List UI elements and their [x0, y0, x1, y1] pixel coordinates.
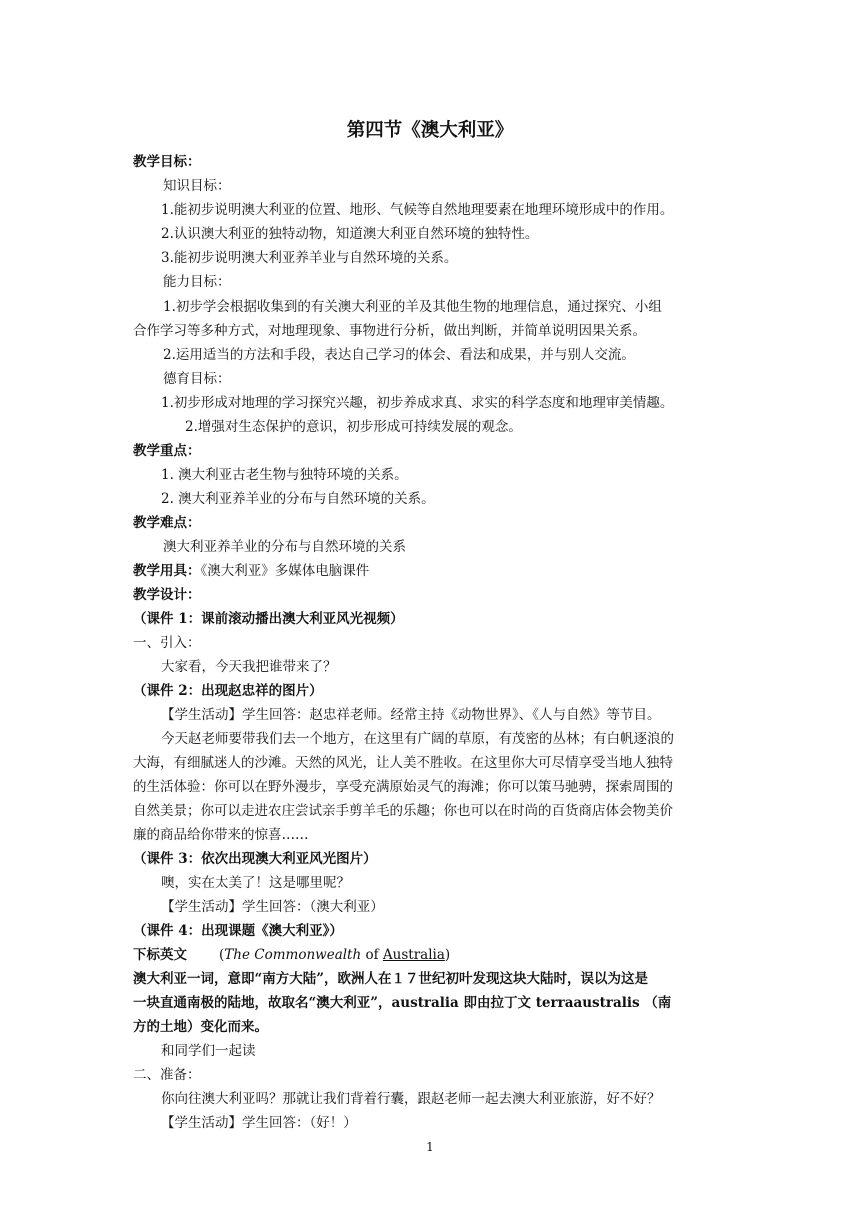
english-commonwealth: Commonwealth	[254, 947, 362, 963]
paragraph-line: 1.初步学会根据收集到的有关澳大利亚的羊及其他生物的地理信息，通过探究、小组	[163, 299, 662, 315]
paragraph-line: 大家看，今天我把谁带来了？	[161, 659, 337, 675]
courseware-note: （课件 3：依次出现澳大利亚风光图片）	[133, 851, 377, 867]
paragraph-line: 2.运用适当的方法和手段，表达自己学习的体会、看法和成果，并与别人交流。	[163, 347, 635, 363]
english-subtitle-label: 下标英文	[133, 947, 187, 963]
page-title: 第四节《澳大利亚》	[346, 120, 514, 141]
teaching-tools-label: 教学用具：	[133, 563, 201, 579]
paragraph-line: 1.能初步说明澳大利亚的位置、地形、气候等自然地理要素在地理环境形成中的作用。	[161, 202, 674, 218]
step-heading: 二、准备：	[133, 1067, 201, 1083]
section-heading-design: 教学设计：	[133, 587, 201, 603]
subheading-knowledge: 知识目标：	[163, 178, 231, 194]
subheading-moral: 德育目标：	[163, 371, 231, 387]
english-close-paren: )	[444, 947, 451, 963]
list-item: 2. 澳大利亚养羊业的分布与自然环境的关系。	[161, 491, 435, 507]
courseware-note: （课件 2：出现赵忠祥的图片）	[133, 683, 323, 699]
section-heading-objectives: 教学目标：	[133, 154, 201, 170]
paragraph-line: 澳大利亚养羊业的分布与自然环境的关系	[163, 539, 406, 555]
list-item: 1. 澳大利亚古老生物与独特环境的关系。	[161, 467, 408, 483]
paragraph-line: 方的土地）变化而来。	[133, 1019, 268, 1035]
courseware-note: （课件 4：出现课题《澳大利亚》）	[133, 923, 343, 939]
english-open-paren: (	[219, 947, 225, 963]
paragraph-line: 2.增强对生态保护的意识，初步形成可持续发展的观念。	[185, 419, 522, 435]
paragraph-line: 你向往澳大利亚吗？那就让我们背着行囊，跟赵老师一起去澳大利亚旅游，好不好？	[161, 1091, 661, 1107]
paragraph-line: 【学生活动】学生回答：（澳大利亚）	[161, 899, 384, 915]
courseware-note: （课件 1：课前滚动播出澳大利亚风光视频）	[133, 611, 404, 627]
english-australia: Australia	[382, 947, 445, 963]
section-heading-difficulties: 教学难点：	[133, 515, 201, 531]
paragraph-line: 今天赵老师要带我们去一个地方，在这里有广阔的草原，有茂密的丛林；有白帆逐浪的	[161, 731, 674, 747]
step-heading: 一、引入：	[133, 635, 201, 651]
paragraph-line: 【学生活动】学生回答：赵忠祥老师。经常主持《动物世界》、《人与自然》等节目。	[161, 707, 661, 723]
paragraph-line: 合作学习等多种方式，对地理现象、事物进行分析，做出判断，并简单说明因果关系。	[133, 323, 646, 339]
paragraph-line: 廉的商品给你带来的惊喜……	[133, 827, 309, 843]
paragraph-line: 自然美景；你可以走进农庄尝试亲手剪羊毛的乐趣；你也可以在时尚的百货商店体会物美价	[133, 803, 673, 819]
teaching-tools-line	[133, 561, 369, 581]
subheading-ability: 能力目标：	[163, 274, 231, 290]
paragraph-line: 和同学们一起读	[161, 1043, 256, 1059]
teaching-tools-text: 《澳大利亚》多媒体电脑课件	[200, 563, 370, 579]
english-the: The	[224, 947, 255, 963]
paragraph-line: 噢，实在太美了！这是哪里呢？	[161, 875, 350, 891]
english-of: of	[361, 947, 383, 963]
section-heading-key-points: 教学重点：	[133, 443, 201, 459]
paragraph-line: 3.能初步说明澳大利亚养羊业与自然环境的关系。	[161, 250, 458, 266]
paragraph-line: 2.认识澳大利亚的独特动物，知道澳大利亚自然环境的独特性。	[161, 226, 539, 242]
paragraph-line: 大海，有细腻迷人的沙滩。天然的风光，让人美不胜收。在这里你大可尽情享受当地人独特	[133, 755, 673, 771]
page-number: 1	[426, 1140, 434, 1154]
paragraph-line: 澳大利亚一词，意即“南方大陆”，欧洲人在１７世纪初叶发现这块大陆时，误以为这是	[133, 971, 649, 987]
english-subtitle-line	[133, 945, 450, 965]
paragraph-line: 一块直通南极的陆地，故取名“澳大利亚”，australia 即由拉丁文 terraaustralis （南	[133, 995, 672, 1011]
paragraph-line: 【学生活动】学生回答：（好！）	[161, 1115, 357, 1131]
paragraph-line: 1.初步形成对地理的学习探究兴趣，初步养成求真、求实的科学态度和地理审美情趣。	[161, 395, 674, 411]
paragraph-line: 的生活体验：你可以在野外漫步，享受充满原始灵气的海滩；你可以策马驰骋，探索周围的	[133, 779, 673, 795]
